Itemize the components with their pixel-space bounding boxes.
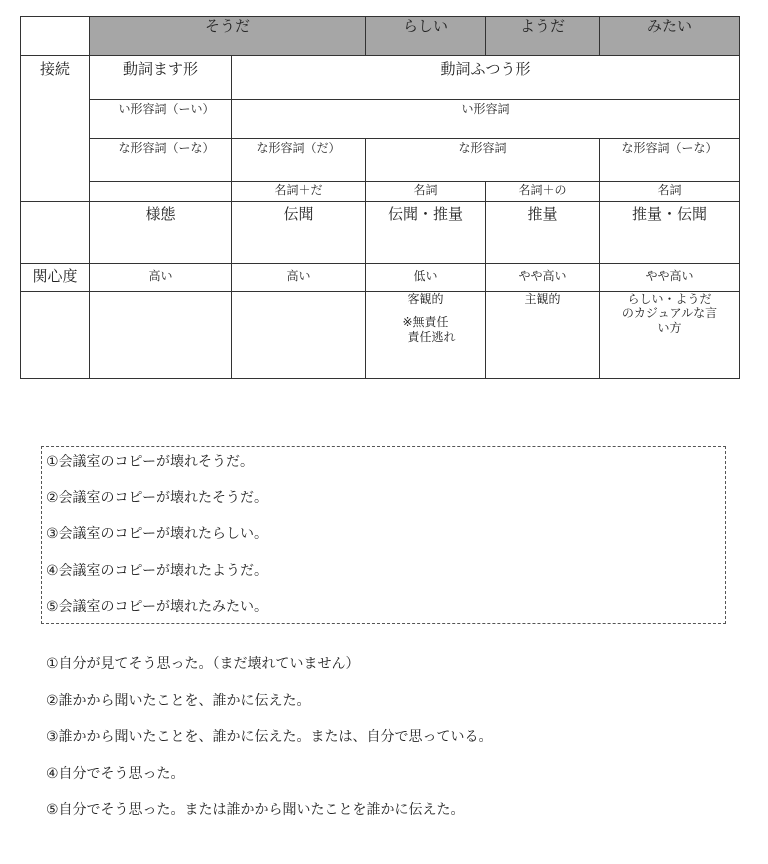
- meaning-row: [21, 202, 740, 264]
- example-sentence: ④会議室のコピーが壊れたようだ。: [46, 563, 268, 579]
- example-sentence: ⑤会議室のコピーが壊れたみたい。: [46, 599, 268, 615]
- souda-noun-empty: [90, 182, 232, 202]
- note-mitai-line-1: らしい・ようだ: [627, 292, 712, 306]
- connection-label: 接続: [21, 56, 90, 202]
- souda-i-adj-form: い形容詞（ーい）: [90, 100, 232, 139]
- souda-na-adj-form: な形容詞（ーな）: [90, 139, 232, 182]
- header-mitai: みたい: [600, 17, 740, 56]
- connection-row-i-adj: [21, 100, 740, 139]
- notes-label-empty: [21, 292, 90, 379]
- notes-mitai: [600, 292, 740, 379]
- note-rashii-evasion: 責任逃れ: [407, 329, 456, 344]
- interest-rashii: 低い: [366, 264, 486, 292]
- note-rashii-irresponsible: ※無責任: [402, 315, 449, 330]
- header-souda: そうだ: [90, 17, 366, 56]
- header-corner-cell: [21, 17, 90, 56]
- meaning-explanation: ⑤自分でそう思った。または誰かから聞いたことを誰かに伝えた。: [46, 802, 465, 818]
- meaning-rashii: 伝聞・推量: [366, 202, 486, 264]
- plain-verb-form: 動詞ふつう形: [232, 56, 740, 100]
- meaning-explanation: ④自分でそう思った。: [46, 766, 185, 782]
- meaning-explanation: ①自分が見てそう思った。（まだ壊れていません）: [46, 656, 360, 672]
- youda-noun-form: 名詞＋の: [486, 182, 600, 202]
- notes-rashii: [366, 292, 486, 379]
- souda-verb-form: 動詞ます形: [90, 56, 232, 100]
- meaning-explanation: ③誰かから聞いたことを、誰かに伝えた。または、自分で思っている。: [46, 729, 493, 745]
- note-youda-subjective: 主観的: [524, 292, 561, 306]
- connection-row-verb: [21, 56, 740, 100]
- rashii-youda-na-adj-form: な形容詞: [366, 139, 600, 182]
- meaning-label-empty: [21, 202, 90, 264]
- connection-row-noun: [21, 182, 740, 202]
- connection-row-na-adj: [21, 139, 740, 182]
- meaning-youda: 推量: [486, 202, 600, 264]
- interest-label: 関心度: [21, 264, 90, 292]
- i-adj-form: い形容詞: [232, 100, 740, 139]
- header-youda: ようだ: [486, 17, 600, 56]
- notes-youda: [486, 292, 600, 379]
- meaning-souda-hearsay: 伝聞: [232, 202, 366, 264]
- header-row: [21, 17, 740, 56]
- notes-souda-hearsay-empty: [232, 292, 366, 379]
- meaning-souda-appearance: 様態: [90, 202, 232, 264]
- example-sentence: ①会議室のコピーが壊れそうだ。: [46, 454, 254, 470]
- meaning-explanation: ②誰かから聞いたことを、誰かに伝えた。: [46, 693, 311, 709]
- souda-hearsay-na-adj-form: な形容詞（だ）: [232, 139, 366, 182]
- example-sentence: ②会議室のコピーが壊れたそうだ。: [46, 490, 268, 506]
- souda-hearsay-noun-form: 名詞＋だ: [232, 182, 366, 202]
- meaning-mitai: 推量・伝聞: [600, 202, 740, 264]
- rashii-noun-form: 名詞: [366, 182, 486, 202]
- note-mitai-line-2: のカジュアルな言: [621, 306, 718, 321]
- interest-row: [21, 264, 740, 292]
- note-mitai-line-3: い方: [657, 320, 682, 335]
- note-rashii-objective: 客観的: [407, 292, 444, 306]
- interest-youda: やや高い: [486, 264, 600, 292]
- interest-souda-appearance: 高い: [90, 264, 232, 292]
- interest-souda-hearsay: 高い: [232, 264, 366, 292]
- notes-souda-appearance-empty: [90, 292, 232, 379]
- example-sentences-box: [41, 446, 726, 624]
- notes-row: [21, 292, 740, 379]
- grammar-comparison-table: [20, 16, 740, 379]
- header-rashii: らしい: [366, 17, 486, 56]
- mitai-na-adj-form: な形容詞（ーな）: [600, 139, 740, 182]
- interest-mitai: やや高い: [600, 264, 740, 292]
- example-sentence: ③会議室のコピーが壊れたらしい。: [46, 526, 268, 542]
- mitai-noun-form: 名詞: [600, 182, 740, 202]
